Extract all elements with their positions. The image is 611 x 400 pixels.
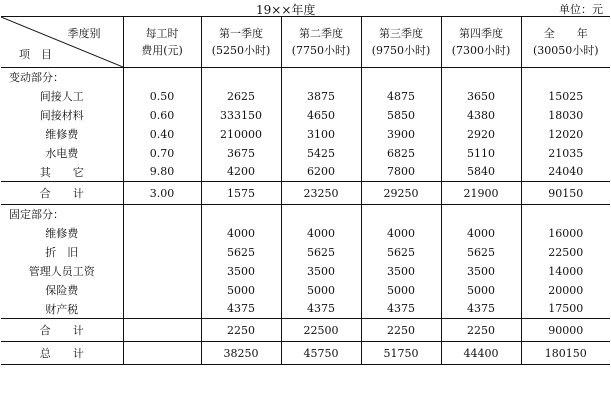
row-item: 水电费 [45, 147, 79, 160]
row-rate: 9.80 [123, 163, 201, 182]
subtotal-row-fixed [1, 319, 610, 342]
header-q2 [281, 17, 361, 68]
header-rate-line1: 每工时 [145, 27, 179, 40]
section-title-fixed: 固定部分： [9, 208, 64, 222]
subtotal-label: 合 计 [1, 182, 123, 205]
grand-total-row [1, 342, 610, 365]
row-q2: 6200 [281, 163, 361, 182]
header-q3-line1: 第三季度 [379, 27, 423, 40]
row-q1: 5625 [201, 243, 281, 262]
header-q1 [201, 17, 281, 68]
row-year: 15025 [521, 87, 610, 106]
row-q3: 4375 [361, 300, 441, 319]
row-year: 14000 [521, 262, 610, 281]
subtotal-q2: 22500 [281, 319, 361, 342]
row-q4: 5840 [441, 163, 521, 182]
table-row [1, 87, 610, 106]
row-q4: 5625 [441, 243, 521, 262]
row-q1: 3675 [201, 144, 281, 163]
row-rate [123, 262, 201, 281]
table-row [1, 281, 610, 300]
row-year: 21035 [521, 144, 610, 163]
header-q1-line1: 第一季度 [219, 27, 263, 40]
row-q2: 5000 [281, 281, 361, 300]
caption-year: 19××年度 [256, 3, 316, 17]
row-rate: 0.70 [123, 144, 201, 163]
row-q2: 4000 [281, 224, 361, 243]
row-q3: 4000 [361, 224, 441, 243]
row-rate [123, 243, 201, 262]
subtotal-rate: 3.00 [123, 182, 201, 205]
row-q4: 4380 [441, 106, 521, 125]
header-q4-line2: (7300小时) [451, 44, 511, 57]
row-q1: 3500 [201, 262, 281, 281]
overhead-budget-table [1, 16, 610, 365]
subtotal-rate [123, 319, 201, 342]
row-item: 保险费 [45, 284, 79, 297]
row-q3: 6825 [361, 144, 441, 163]
row-item: 折 旧 [45, 246, 79, 259]
subtotal-q1: 1575 [201, 182, 281, 205]
row-q1: 4000 [201, 224, 281, 243]
total-year: 180150 [521, 342, 610, 365]
subtotal-q1: 2250 [201, 319, 281, 342]
table-row [1, 163, 610, 182]
subtotal-row-variable [1, 182, 610, 205]
header-q4 [441, 17, 521, 68]
row-q3: 5850 [361, 106, 441, 125]
total-label: 总 计 [1, 342, 123, 365]
row-q1: 5000 [201, 281, 281, 300]
header-year [521, 17, 610, 68]
total-rate [123, 342, 201, 365]
row-q2: 3100 [281, 125, 361, 144]
row-item: 管理人员工资 [28, 265, 95, 278]
row-q3: 5625 [361, 243, 441, 262]
section-row-fixed [1, 205, 610, 224]
subtotal-q4: 21900 [441, 182, 521, 205]
row-item: 维修费 [45, 227, 79, 240]
row-q2: 5425 [281, 144, 361, 163]
row-year: 18030 [521, 106, 610, 125]
row-rate [123, 300, 201, 319]
header-item-label: 项 目 [19, 48, 52, 61]
row-item: 其 它 [39, 165, 84, 179]
row-item: 财产税 [45, 302, 79, 316]
row-year: 12020 [521, 125, 610, 144]
row-q2: 3500 [281, 262, 361, 281]
row-q4: 3500 [441, 262, 521, 281]
row-q4: 2920 [441, 125, 521, 144]
row-q1: 4375 [201, 300, 281, 319]
row-rate: 0.60 [123, 106, 201, 125]
row-q3: 4875 [361, 87, 441, 106]
header-q3-line2: (9750小时) [371, 44, 431, 57]
table-row [1, 144, 610, 163]
total-q1: 38250 [201, 342, 281, 365]
row-q1: 4200 [201, 163, 281, 182]
header-rate-line2: 费用(元) [141, 44, 183, 57]
subtotal-label: 合 计 [1, 319, 123, 342]
header-q3 [361, 17, 441, 68]
row-item: 间接人工 [39, 90, 84, 103]
row-rate [123, 281, 201, 300]
table-caption [0, 0, 611, 16]
row-year: 16000 [521, 224, 610, 243]
row-q2: 5625 [281, 243, 361, 262]
header-year-line1: 全 年 [543, 27, 588, 40]
row-q3: 5000 [361, 281, 441, 300]
subtotal-q4: 2250 [441, 319, 521, 342]
subtotal-q3: 2250 [361, 319, 441, 342]
subtotal-year: 90000 [521, 319, 610, 342]
subtotal-q3: 29250 [361, 182, 441, 205]
row-year: 24040 [521, 163, 610, 182]
header-q1-line2: (5250小时) [211, 44, 271, 57]
row-q3: 3900 [361, 125, 441, 144]
row-q2: 3875 [281, 87, 361, 106]
section-title-variable: 变动部分： [9, 71, 64, 85]
row-q4: 4375 [441, 300, 521, 319]
row-q2: 4375 [281, 300, 361, 319]
subtotal-q2: 23250 [281, 182, 361, 205]
header-year-line2: (30050小时) [532, 44, 599, 57]
row-rate: 0.40 [123, 125, 201, 144]
header-q2-line1: 第二季度 [299, 27, 343, 40]
diagonal-header-cell [1, 17, 123, 68]
row-q1: 2625 [201, 87, 281, 106]
total-q2: 45750 [281, 342, 361, 365]
row-q4: 5110 [441, 144, 521, 163]
table-row [1, 262, 610, 281]
table-row [1, 106, 610, 125]
header-rate [123, 17, 201, 68]
row-year: 17500 [521, 300, 610, 319]
table-row [1, 224, 610, 243]
row-q4: 5000 [441, 281, 521, 300]
row-q4: 4000 [441, 224, 521, 243]
table-header-row [1, 17, 610, 68]
row-q2: 4650 [281, 106, 361, 125]
total-q3: 51750 [361, 342, 441, 365]
row-q1: 210000 [201, 125, 281, 144]
table-row [1, 125, 610, 144]
table-row [1, 300, 610, 319]
subtotal-year: 90150 [521, 182, 610, 205]
header-q4-line1: 第四季度 [459, 27, 503, 40]
row-q3: 3500 [361, 262, 441, 281]
total-q4: 44400 [441, 342, 521, 365]
table-row [1, 243, 610, 262]
row-year: 22500 [521, 243, 610, 262]
row-q1: 333150 [201, 106, 281, 125]
row-year: 20000 [521, 281, 610, 300]
header-q2-line2: (7750小时) [291, 44, 351, 57]
header-quarter-label: 季度别 [67, 27, 101, 40]
row-q3: 7800 [361, 163, 441, 182]
row-item: 维修费 [45, 128, 79, 141]
row-rate: 0.50 [123, 87, 201, 106]
row-q4: 3650 [441, 87, 521, 106]
caption-unit: 单位：元 [559, 3, 603, 16]
row-item: 间接材料 [39, 109, 84, 122]
section-row-variable [1, 68, 610, 87]
row-rate [123, 224, 201, 243]
